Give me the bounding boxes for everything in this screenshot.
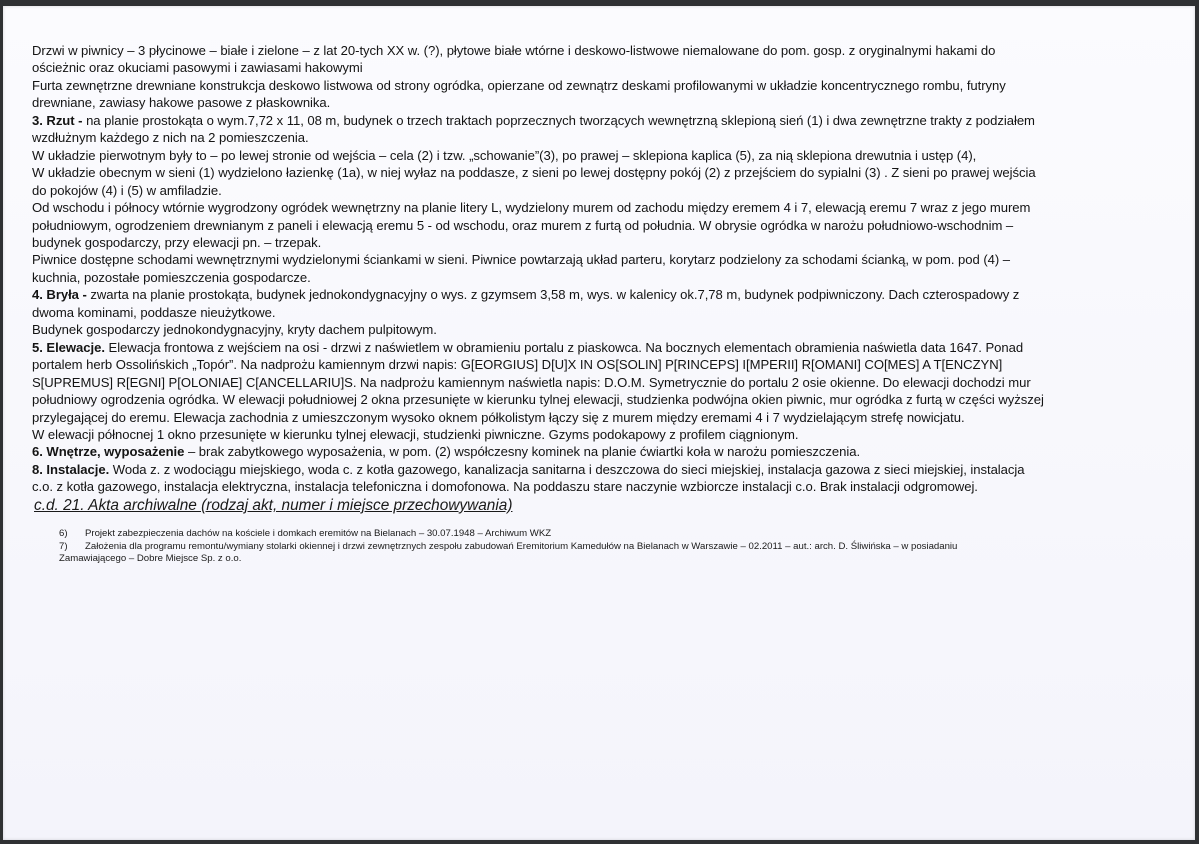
line-text: W elewacji północnej 1 okno przesunięte w kierunku tylnej elewacji, studzienki piwniczne. Gzyms podokapowy z profilem ciągnionym.	[32, 426, 799, 442]
paragraph-line	[32, 269, 1162, 286]
paragraph-line	[32, 286, 1162, 303]
section-label: 3. Rzut -	[32, 112, 87, 128]
paragraph-line	[32, 42, 1162, 59]
line-text: Od wschodu i północy wtórnie wygrodzony ogródek wewnętrzny na planie litery L, wydzielony murem od zachodu między eremem 4 i 7, elewacją eremu 7 wraz z jego murem	[32, 200, 1031, 216]
archive-references-list	[59, 528, 1159, 566]
line-text: ościeżnic oraz okuciami pasowymi i zawiasami hakowymi	[32, 60, 363, 76]
section-label: 8. Instalacje.	[32, 461, 110, 477]
paragraph-line	[32, 59, 1162, 76]
paragraph-line	[32, 164, 1162, 181]
reference-number: 7)	[59, 540, 68, 552]
line-text: Elewacja frontowa z wejściem na osi - drzwi z naświetlem w obramieniu portalu z piaskowca. Na bocznych elementach obramienia naświetla data 1647. Ponad	[104, 339, 1024, 355]
line-text: do pokojów (4) i (5) w amfiladzie.	[32, 182, 222, 198]
paragraph-line	[32, 217, 1162, 234]
paragraph-line	[32, 147, 1162, 164]
reference-text: Założenia dla programu remontu/wymiany stolarki okiennej i drzwi zewnętrznych zespołu zabudowań Eremitorium Kamedułów na Bielanach w Warszawie – 02.2011 – aut.: arch. D. Śliwińska – w posiadaniu	[85, 540, 958, 552]
paragraph-line	[32, 251, 1162, 268]
line-text: c.o. z kotła gazowego, instalacja elektryczna, instalacja telefoniczna i domofonowa. Na poddaszu stare naczynie wzbiorcze instalacji c.o. Brak instalacji odgromowej.	[32, 479, 978, 495]
line-text: przylegającej do eremu. Elewacja zachodnia z umieszczonym wysoko oknem półkolistym łączy się z murem między eremami 4 i 7 wydzielającym strefę nowicjatu.	[32, 409, 965, 425]
line-text: Piwnice dostępne schodami wewnętrznymi wydzielonymi ściankami w sieni. Piwnice powtarzają układ parteru, korytarz podzielony za schodami ścianką, w pom. pod (4) –	[32, 252, 1011, 268]
line-text: kuchnia, pozostałe pomieszczenia gospodarcze.	[32, 269, 311, 285]
line-text: Budynek gospodarczy jednokondygnacyjny, kryty dachem pulpitowym.	[32, 322, 437, 338]
document-body	[32, 42, 1162, 496]
line-text: – brak zabytkowego wyposażenia, w pom. (2) współczesny kominek na planie ćwiartki koła w narożu pomieszczenia.	[184, 444, 861, 460]
paragraph-line	[32, 461, 1162, 478]
line-text: południowy ogrodzenia ogródka. W elewacji południowej 2 okna przesunięte w kierunku tylnej elewacji, studzienka podwójna okien piwnic, mur ogródka z furtą w części wyższej	[32, 392, 1044, 408]
line-text: wzdłużnym każdego z nich na 2 pomieszczenia.	[32, 130, 309, 146]
paragraph-line	[32, 443, 1162, 460]
reference-text-continuation: Zamawiającego – Dobre Miejsce Sp. z o.o.	[59, 553, 242, 565]
paragraph-line	[32, 199, 1162, 216]
line-text: południowym, ogrodzeniem drewnianym z paneli i elewacją eremu 5 - od wschodu, oraz murem z furtą od południa. W obrysie ogródka w narożu południowo-wschodnim –	[32, 217, 1014, 233]
paragraph-line	[32, 94, 1162, 111]
line-text: Furta zewnętrzne drewniane konstrukcja deskowo listwowa od strony ogródka, opierzane od zewnątrz deskami profilowanymi w układzie koncentrycznego rombu, futryny	[32, 77, 1006, 93]
line-text: Drzwi w piwnicy – 3 płycinowe – białe i zielone – z lat 20-tych XX w. (?), płytowe białe wtórne i deskowo-listwowe niemalowane do pom. gosp. z oryginalnymi hakami do	[32, 43, 996, 58]
archive-reference-item	[59, 541, 1159, 554]
paragraph-line	[32, 77, 1162, 94]
paragraph-line	[32, 478, 1162, 495]
paragraph-line	[32, 339, 1162, 356]
section-label: 5. Elewacje.	[32, 339, 105, 355]
paragraph-line	[32, 356, 1162, 373]
reference-number: 6)	[59, 528, 68, 539]
paragraph-line	[32, 391, 1162, 408]
line-text: dwoma kominami, poddasze nieużytkowe.	[32, 304, 276, 320]
paragraph-line	[32, 129, 1162, 146]
paragraph-line	[32, 409, 1162, 426]
archive-heading: c.d. 21. Akta archiwalne (rodzaj akt, numer i miejsce przechowywania)	[34, 497, 513, 514]
section-label: 4. Bryła -	[32, 287, 91, 303]
paragraph-line	[32, 304, 1162, 321]
paragraph-line	[32, 426, 1162, 443]
line-text: na planie prostokąta o wym.7,72 x 11, 08 m, budynek o trzech traktach poprzecznych tworzących wewnętrzną sklepioną sień (1) i dwa zewnętrzne trakty z podziałem	[86, 112, 1035, 128]
scanned-page	[3, 6, 1195, 840]
reference-text: Projekt zabezpieczenia dachów na kościele i domkach eremitów na Bielanach – 30.07.1948 – Archiwum WKZ	[85, 528, 552, 539]
line-text: Woda z. z wodociągu miejskiego, woda c. z kotła gazowego, kanalizacja sanitarna i deszczowa do sieci miejskiej, instalacja gazowa z sieci miejskiej, instalacja	[109, 461, 1025, 477]
line-text: drewniane, zawiasy hakowe pasowe z płaskownika.	[32, 95, 331, 111]
line-text: W układzie pierwotnym były to – po lewej stronie od wejścia – cela (2) i tzw. „schowanie”(3), po prawej – sklepiona kaplica (5), za nią sklepiona drewutnia i ustęp (4),	[32, 147, 977, 163]
line-text: zwarta na planie prostokąta, budynek jednokondygnacyjny o wys. z gzymsem 3,58 m, wys. w kalenicy ok.7,78 m, budynek podpiwniczony. Dach czterospadowy z	[90, 287, 1020, 303]
paragraph-line	[32, 321, 1162, 338]
paragraph-line	[32, 112, 1162, 129]
line-text: S[UPREMUS] R[EGNI] P[OLONIAE] C[ANCELLARIU]S. Na nadprożu kamiennym naświetla napis: D.O.M. Symetrycznie do portalu 2 osie okienne. Do elewacji dochodzi mur	[32, 374, 1031, 390]
section-label: 6. Wnętrze, wyposażenie	[32, 444, 185, 460]
paragraph-line	[32, 234, 1162, 251]
line-text: portalem herb Ossolińskich „Topór”. Na nadprożu kamiennym drzwi napis: G[EORGIUS] D[U]X IN OS[SOLIN] P[RINCEPS] I[MPERII] R[OMANI] CO[MES] A T[ENCZYN]	[32, 357, 1003, 373]
paragraph-line	[32, 374, 1162, 391]
line-text: W układzie obecnym w sieni (1) wydzielono łazienkę (1a), w niej wyłaz na poddasze, z sieni po lewej dostępny pokój (2) z przejściem do sypialni (3) . Z sieni po prawej wejścia	[32, 165, 1036, 181]
archive-reference-item	[59, 528, 1159, 541]
paragraph-line	[32, 182, 1162, 199]
line-text: budynek gospodarczy, przy elewacji pn. – trzepak.	[32, 234, 322, 250]
